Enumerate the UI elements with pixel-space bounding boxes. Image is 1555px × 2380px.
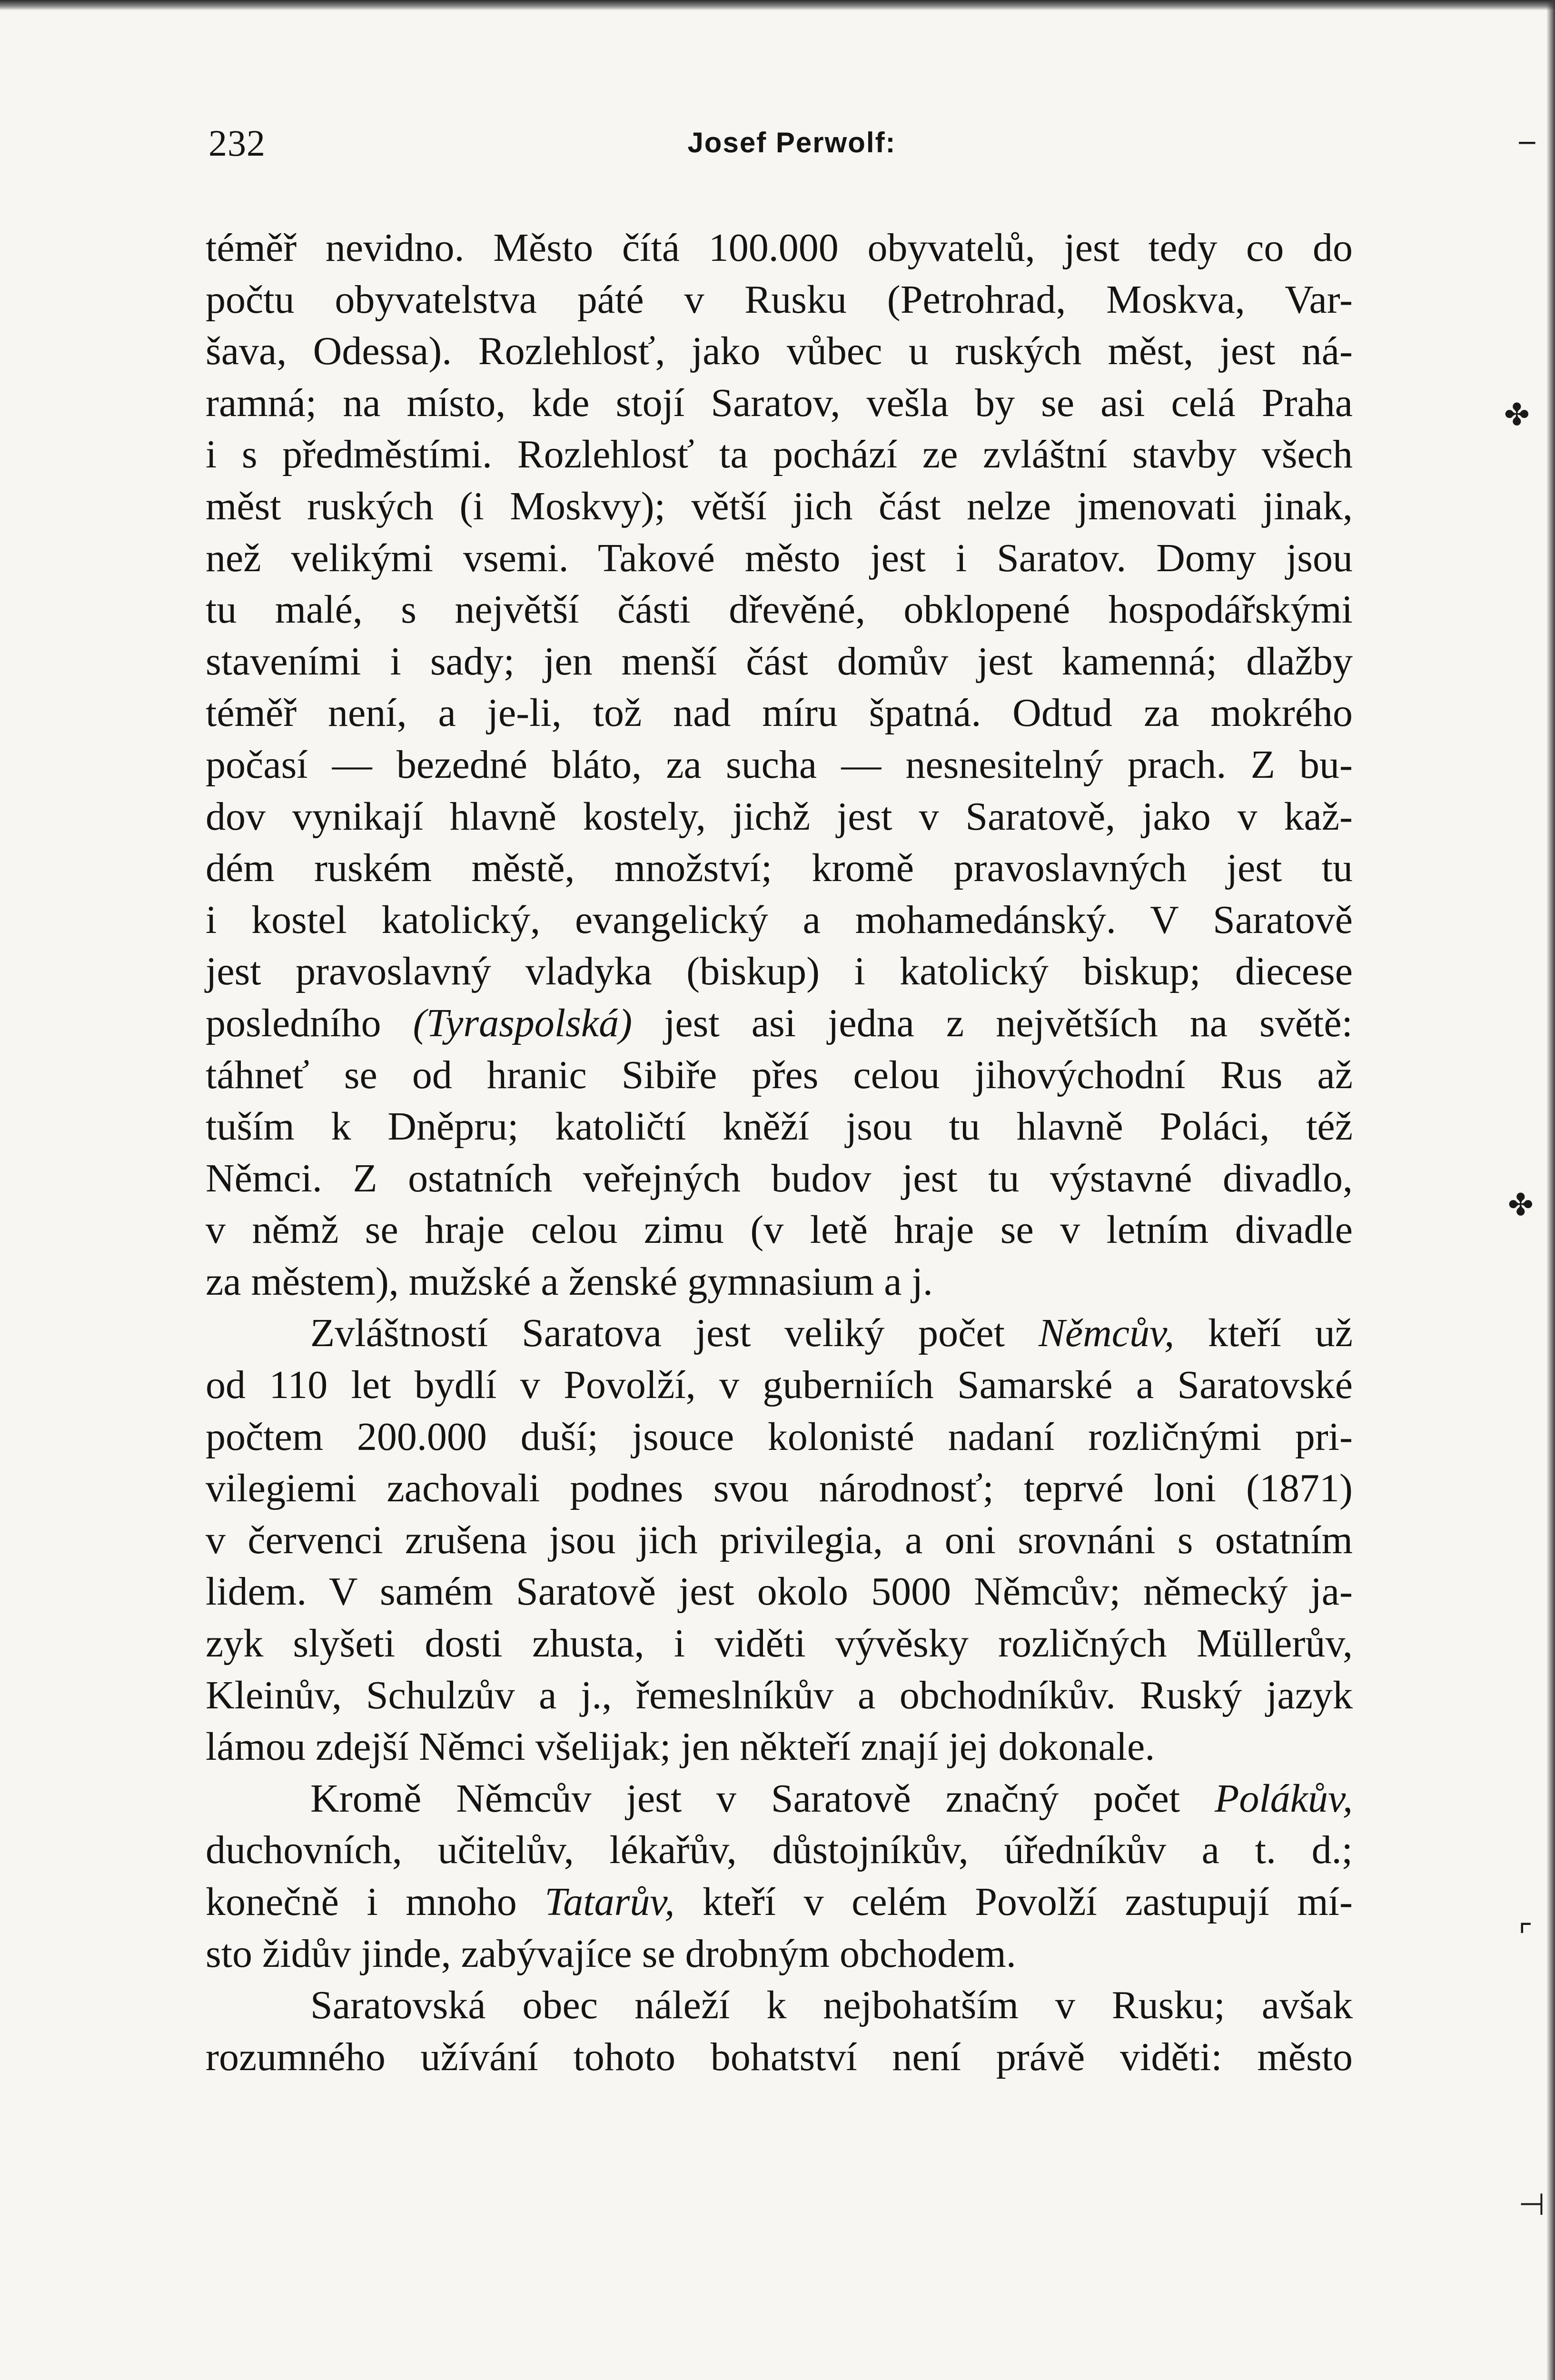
text-line: zyk slyšeti dosti zhusta, i viděti vývěsky rozličných Müllerův, xyxy=(206,1621,1353,1666)
text-line: rozumného užívání tohoto bohatství není právě viděti: město xyxy=(206,2034,1353,2079)
text-line: v červenci zrušena jsou jich privilegia, a oni srovnáni s ostatním xyxy=(206,1517,1353,1562)
text-line: lámou zdejší Němci všelijak; jen někteří znají jej dokonale. xyxy=(206,1725,1155,1769)
text-line: i s předměstími. Rozlehlosť ta pochází ze zvláštní stavby všech xyxy=(206,432,1353,477)
text-line: téměř nevidno. Město čítá 100.000 obyvatelů, jest tedy co do xyxy=(206,226,1353,270)
text-line: ramná; na místo, kde stojí Saratov, vešla by se asi celá Praha xyxy=(206,380,1353,425)
text-line: téměř není, a je-li, tož nad míru špatná. Odtud za mokrého xyxy=(206,691,1353,735)
text-line: jest pravoslavný vladyka (biskup) i katolický biskup; diecese xyxy=(206,949,1353,994)
text-line: šava, Odessa). Rozlehlosť, jako vůbec u ruských měst, jest ná- xyxy=(206,329,1353,374)
margin-dash-mark-icon: ‒ xyxy=(1517,124,1537,159)
text-line: než velikými vsemi. Takové město jest i Saratov. Domy jsou xyxy=(206,536,1353,580)
margin-bracket-mark-icon: ⌜ xyxy=(1518,1918,1533,1954)
text-line: vilegiemi zachovali podnes svou národnosť; teprvé loni (1871) xyxy=(206,1466,1353,1511)
text-line: Zvláštností Saratova jest veliký počet Němcův, kteří už xyxy=(310,1311,1353,1356)
text-line: Kleinův, Schulzův a j., řemeslníkův a obchodníkův. Ruský jazyk xyxy=(206,1673,1353,1717)
text-line: sto židův jinde, zabývajíce se drobným obchodem. xyxy=(206,1931,1016,1976)
scan-top-edge xyxy=(0,0,1555,10)
text-line: Saratovská obec náleží k nejbohatším v Rusku; avšak xyxy=(310,1983,1353,2028)
text-line: Němci. Z ostatních veřejných budov jest tu výstavné divadlo, xyxy=(206,1156,1353,1200)
text-line: počtem 200.000 duší; jsouce kolonisté nadaní rozličnými pri- xyxy=(206,1414,1353,1459)
margin-smudge-mark-icon: ✤ xyxy=(1504,397,1530,433)
scan-right-edge xyxy=(1546,0,1555,2380)
text-line: v němž se hraje celou zimu (v letě hraje se v letním divadle xyxy=(206,1208,1353,1252)
margin-bracket-mark-icon: ⊣ xyxy=(1518,2187,1545,2222)
text-line: dov vynikají hlavně kostely, jichž jest v Saratově, jako v kaž- xyxy=(206,794,1353,839)
text-line: i kostel katolický, evangelický a mohamedánský. V Saratově xyxy=(206,897,1353,942)
text-line: táhneť se od hranic Sibiře přes celou jihovýchodní Rus až xyxy=(206,1052,1353,1097)
page-number: 232 xyxy=(208,122,266,164)
text-line: Kromě Němcův jest v Saratově značný počet Polákův, xyxy=(310,1776,1353,1821)
running-title: Josef Perwolf: xyxy=(687,127,896,159)
text-line: tu malé, s největší části dřevěné, obklopené hospodářskými xyxy=(206,587,1353,632)
text-line: lidem. V samém Saratově jest okolo 5000 Němcův; německý ja- xyxy=(206,1569,1353,1614)
text-line: měst ruských (i Moskvy); větší jich část nelze jmenovati jinak, xyxy=(206,484,1353,528)
text-line: za městem), mužské a ženské gymnasium a j. xyxy=(206,1259,933,1304)
page-text-body xyxy=(206,222,1353,2083)
text-line: počtu obyvatelstva páté v Rusku (Petrohrad, Moskva, Var- xyxy=(206,277,1353,322)
text-line: staveními i sady; jen menší část domův jest kamenná; dlažby xyxy=(206,639,1353,684)
margin-smudge-mark-icon: ✤ xyxy=(1508,1188,1534,1223)
text-line: dém ruském městě, množství; kromě pravoslavných jest tu xyxy=(206,846,1353,891)
text-line: konečně i mnoho Tatarův, kteří v celém Povolží zastupují mí- xyxy=(206,1880,1353,1924)
text-line: počasí — bezedné bláto, za sucha — nesnesitelný prach. Z bu- xyxy=(206,742,1353,787)
text-line: posledního (Tyraspolská) jest asi jedna z největších na světě: xyxy=(206,1001,1353,1045)
text-line: duchovních, učitelův, lékařův, důstojníkův, úředníkův a t. d.; xyxy=(206,1828,1353,1873)
text-line: tuším k Dněpru; katoličtí kněží jsou tu hlavně Poláci, též xyxy=(206,1104,1353,1149)
text-line: od 110 let bydlí v Povolží, v guberniích Samarské a Saratovské xyxy=(206,1363,1353,1408)
